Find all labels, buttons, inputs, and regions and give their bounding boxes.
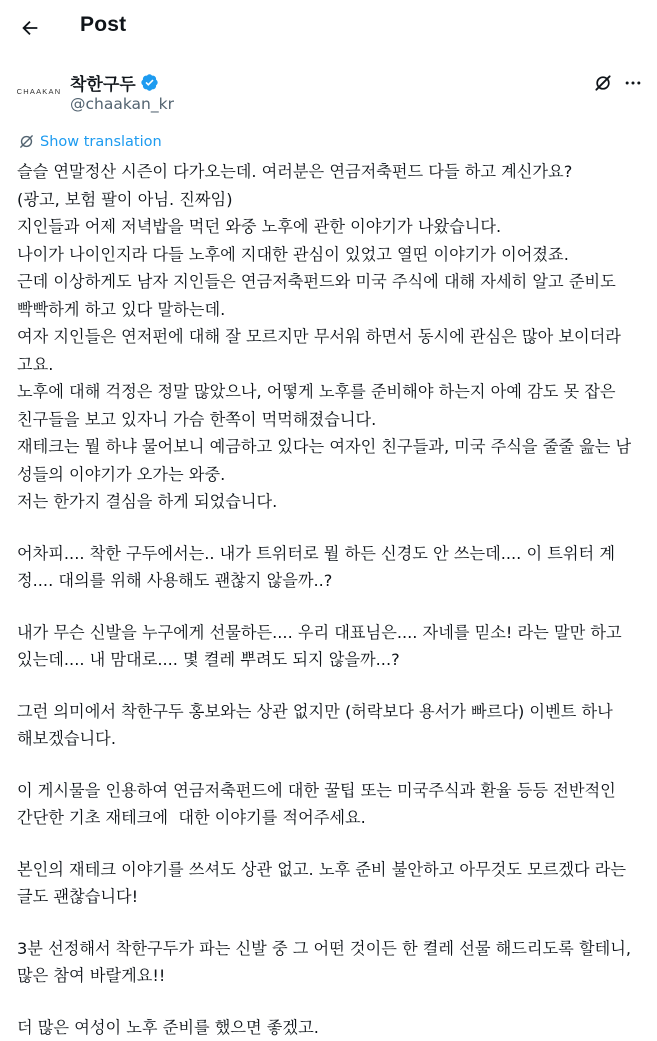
arrow-left-icon xyxy=(19,17,41,39)
post-paragraph xyxy=(17,158,645,516)
post-text-line: 해보겠습니다. xyxy=(17,725,645,753)
post-text-line: 간단한 기초 재테크에 대한 이야기를 적어주세요. xyxy=(17,804,645,832)
grok-icon xyxy=(593,73,613,93)
user-handle[interactable]: @chaakan_kr xyxy=(70,95,174,113)
post-paragraph xyxy=(17,540,645,595)
avatar-logo-text: CHAAKAN xyxy=(17,87,62,96)
translate-icon xyxy=(18,133,35,150)
more-options-button[interactable] xyxy=(620,70,646,96)
show-translation-link[interactable] xyxy=(18,133,162,150)
display-name[interactable]: 착한구두 xyxy=(70,70,136,95)
paragraph-gap xyxy=(17,516,645,540)
grok-button[interactable] xyxy=(590,70,616,96)
post-text-line: 성들의 이야기가 오가는 와중. xyxy=(17,461,645,489)
more-horizontal-icon xyxy=(623,73,643,93)
post-text-line: 많은 참여 바랄게요!! xyxy=(17,962,645,990)
post-text-line: 더 많은 여성이 노후 준비를 했으면 좋겠고. xyxy=(17,1014,645,1041)
verified-badge-icon xyxy=(140,73,159,92)
show-translation-label: Show translation xyxy=(40,134,162,150)
post-text-line: 내가 무슨 신발을 누구에게 선물하든.... 우리 대표님은.... 자네를 믿소! 라는 말만 하고 xyxy=(17,619,645,647)
post-text-line: 3분 선정해서 착한구두가 파는 신발 중 그 어떤 것이든 한 켤레 선물 해드리도록 할테니, xyxy=(17,935,645,963)
post-paragraph xyxy=(17,935,645,990)
post-text-line: 여자 지인들은 연저펀에 대해 잘 모르지만 무서워 하면서 동시에 관심은 많아 보이더라 xyxy=(17,323,645,351)
post-text-line: 근데 이상하게도 남자 지인들은 연금저축펀드와 미국 주식에 대해 자세히 알고 준비도 xyxy=(17,268,645,296)
paragraph-gap xyxy=(17,753,645,777)
post-text-line: 지인들과 어제 저녁밥을 먹던 와중 노후에 관한 이야기가 나왔습니다. xyxy=(17,213,645,241)
paragraph-gap xyxy=(17,990,645,1014)
post-text-line: 어차피.... 착한 구두에서는.. 내가 트위터로 뭘 하든 신경도 안 쓰는데.... 이 트위터 계 xyxy=(17,540,645,568)
post-paragraph xyxy=(17,619,645,674)
back-button[interactable] xyxy=(10,8,50,48)
post-text-line: 빡빡하게 하고 있다 말하는데. xyxy=(17,296,645,324)
post-text-line: 고요. xyxy=(17,351,645,379)
post-text-line: 본인의 재테크 이야기를 쓰셔도 상관 없고. 노후 준비 불안하고 아무것도 모르겠다 라는 xyxy=(17,856,645,884)
post-text-line: 이 게시물을 인용하여 연금저축펀드에 대한 꿀팁 또는 미국주식과 환율 등등 전반적인 xyxy=(17,777,645,805)
post-paragraph xyxy=(17,777,645,832)
post-text-line: 슬슬 연말정산 시즌이 다가오는데. 여러분은 연금저축펀드 다들 하고 계신가요? xyxy=(17,158,645,186)
post-text-line: 재테크는 뭘 하냐 물어보니 예금하고 있다는 여자인 친구들과, 미국 주식을 줄줄 읊는 남 xyxy=(17,433,645,461)
post-text-line: 저는 한가지 결심을 하게 되었습니다. xyxy=(17,488,645,516)
paragraph-gap xyxy=(17,832,645,856)
post-text-line: 친구들을 보고 있자니 가슴 한쪽이 먹먹해졌습니다. xyxy=(17,406,645,434)
post-paragraph xyxy=(17,698,645,753)
paragraph-gap xyxy=(17,911,645,935)
paragraph-gap xyxy=(17,595,645,619)
post-body xyxy=(17,158,645,1041)
post-paragraph xyxy=(17,1014,645,1041)
avatar[interactable] xyxy=(16,68,62,114)
post-text-line: 글도 괜찮습니다! xyxy=(17,883,645,911)
page-title: Post xyxy=(80,13,126,37)
paragraph-gap xyxy=(17,674,645,698)
post-text-line: 있는데.... 내 맘대로.... 몇 켤레 뿌려도 되지 않을까...? xyxy=(17,646,645,674)
post-text-line: 정.... 대의를 위해 사용해도 괜찮지 않을까..? xyxy=(17,567,645,595)
post-text-line: (광고, 보험 팔이 아님. 진짜임) xyxy=(17,186,645,214)
top-bar xyxy=(0,0,657,56)
name-row xyxy=(70,70,159,95)
post-text-line: 나이가 나이인지라 다들 노후에 지대한 관심이 있었고 열띤 이야기가 이어졌죠. xyxy=(17,241,645,269)
post-paragraph xyxy=(17,856,645,911)
post-text-line: 그런 의미에서 착한구두 홍보와는 상관 없지만 (허락보다 용서가 빠르다) 이벤트 하나 xyxy=(17,698,645,726)
post-author xyxy=(0,62,657,122)
post-text-line: 노후에 대해 걱정은 정말 많았으나, 어떻게 노후를 준비해야 하는지 아예 감도 못 잡은 xyxy=(17,378,645,406)
